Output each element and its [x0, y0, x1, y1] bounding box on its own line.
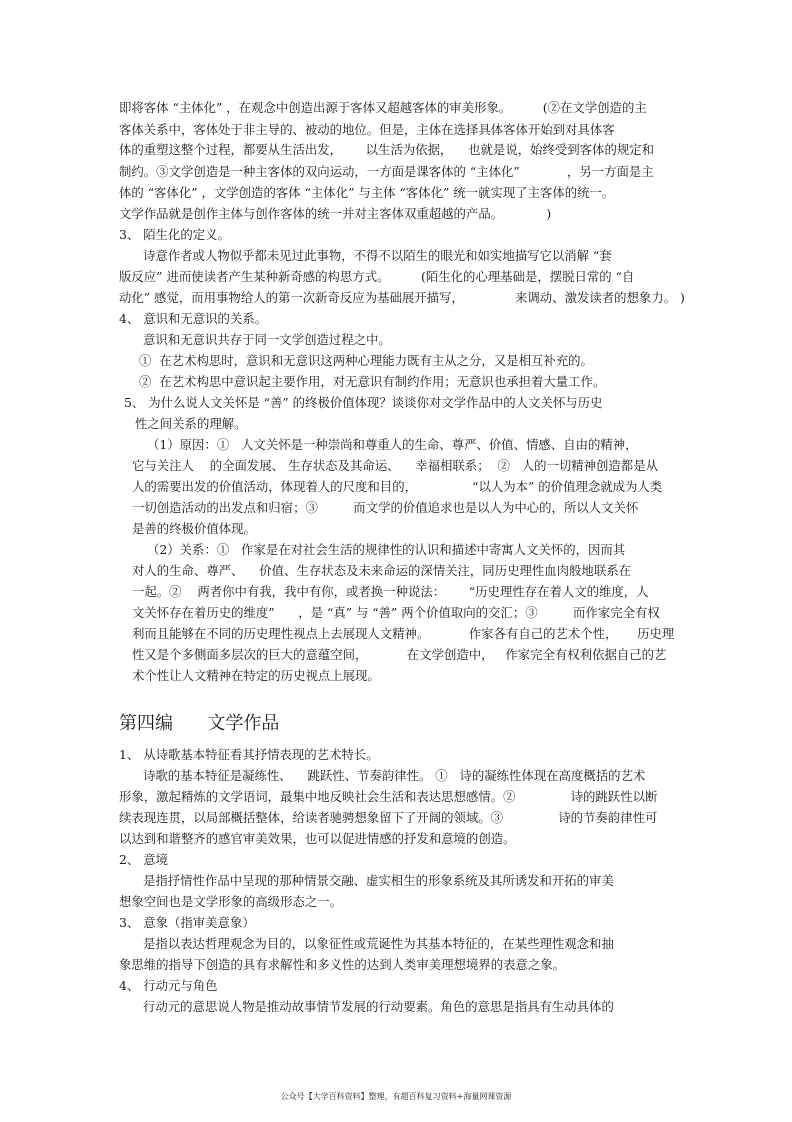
text-line: 文学作品就是创作主体与创作客体的统一并对主客体双重超越的产品。 )	[119, 206, 552, 221]
page-footer: 公众号【大学百科资料】整理，有超百科复习资料+海量网课资源	[280, 1092, 512, 1101]
text-line: ① 在艺术构思时，意识和无意识这两种心理能力既有主从之分，又是相互补充的。	[139, 353, 593, 368]
text-line: 续表现连贯，以局部概括整体，给读者驰骋想象留下了开阔的领域。③ 诗的节奏韵律性可	[119, 810, 658, 825]
text-line: 动化” 感觉，而用事物给人的第一次新奇反应为基础展开描写， 来调动、激发读者的想象力。 )	[119, 290, 685, 305]
text-line: 制约。③文学创造是一种主客体的双向运动，一方面是课客体的 “主体化” ，另一方面是主	[119, 164, 654, 179]
text-line: 是指以表达哲理观念为目的，以象征性或荒诞性为其基本特征的，在某些理性观念和抽	[143, 936, 614, 951]
text-line: 性之间关系的理解。	[135, 416, 247, 431]
text-line: 版反应” 进而使读者产生某种新奇感的构思方式。 (陌生化的心理基础是，摆脱日常的 “自	[119, 269, 635, 284]
text-line: 是善的终极价值体现。	[132, 521, 256, 536]
numbered-heading: 2、 意境	[119, 852, 168, 867]
text-line: 术个性让人文精神在特定的历史视点上展现。	[132, 668, 380, 683]
text-line: 象思维的指导下创造的具有求解性和多义性的达到人类审美理想境界的表意之象。	[119, 957, 566, 972]
numbered-heading: 3、 陌生化的定义。	[119, 227, 230, 242]
section-heading: 第四编 文学作品	[119, 713, 280, 734]
numbered-heading: 1、 从诗歌基本特征看其抒情表现的艺术特长。	[119, 747, 379, 762]
numbered-heading: 4、 意识和无意识的关系。	[119, 311, 268, 326]
text-line: 它与关注人 的全面发展、 生存状态及其命运、 幸福相联系； ② 人的一切精神创造都是从	[132, 458, 658, 473]
text-line: 对人的生命、尊严、 价值、生存状态及未来命运的深情关注，同历史理性血肉般地联系在	[132, 563, 631, 578]
numbered-heading: 5、 为什么说人文关怀是 “善” 的终极价值体现？谈谈你对文学作品中的人文关怀与历史	[124, 395, 603, 410]
text-line: 诗意作者或人物似乎都未见过此事物，不得不以陌生的眼光和如实地描写它以消解 “套	[143, 248, 612, 263]
text-line: 体的 “客体化” ，文学创造的客体 “主体化” 与主体 “客体化” 统一就实现了主客体的统一。	[119, 185, 615, 200]
text-line: 以达到和谐整齐的感官审美效果，也可以促进情感的抒发和意境的创造。	[119, 831, 516, 846]
text-line: 人的需要出发的价值活动，体现着人的尺度和目的， “以人为本” 的价值理念就成为人类	[132, 479, 663, 494]
numbered-heading: 3、 意象（指审美意象）	[119, 915, 255, 930]
text-line: 是指抒情性作品中呈现的那种情景交融、虚实相生的形象系统及其所诱发和开拓的审美	[143, 873, 614, 888]
text-line: 想象空间也是文学形象的高级形态之一。	[119, 894, 343, 909]
text-line: （1）原因：① 人文关怀是一种崇尚和尊重人的生命、尊严、价值、情感、自由的精神，	[147, 437, 638, 452]
text-line: 行动元的意思说人物是推动故事情节发展的行动要素。角色的意思是指具有生动具体的	[143, 999, 614, 1014]
text-line: 利而且能够在不同的历史理性视点上去展现人文精神。 作家各有自己的艺术个性， 历史理	[132, 626, 675, 641]
text-line: 体的重塑这整个过程，都要从生活出发， 以生活为依据， 也就是说，始终受到客体的规定和	[119, 142, 655, 157]
text-line: 文关怀存在着历史的维度” ，是 “真” 与 “善” 两个价值取向的交汇；③ 而作家完全有权	[132, 605, 660, 620]
text-line: 诗歌的基本特征是凝练性、 跳跃性、节奏韵律性。 ① 诗的凝练性体现在高度概括的艺术	[143, 768, 646, 783]
text-line: 一切创造活动的出发点和归宿；③ 而文学的价值追求也是以人为中心的，所以人文关怀	[132, 500, 639, 515]
text-line: （2）关系：① 作家是在对社会生活的规律性的认识和描述中寄寓人文关怀的，因而其	[147, 542, 626, 557]
text-line: 即将客体 “主体化” ，在观念中创造出源于客体又超越客体的审美形象。 (②在文学创造的主	[119, 100, 647, 115]
text-line: 性又是个多侧面多层次的巨大的意蕴空间， 在文学创造中， 作家完全有权利依据自己的艺	[132, 647, 667, 662]
text-line: 意识和无意识共存于同一文学创造过程之中。	[143, 332, 391, 347]
text-line: ② 在艺术构思中意识起主要作用，对无意识有制约作用；无意识也承担着大量工作。	[139, 374, 606, 389]
numbered-heading: 4、 行动元与角色	[119, 978, 218, 993]
text-line: 客体关系中，客体处于非主导的、被动的地位。但是，主体在选择具体客体开始到对具体客	[119, 122, 615, 137]
text-line: 形象，激起精炼的文学语词，最集中地反映社会生活和表达思想感情。② 诗的跳跃性以断	[119, 789, 658, 804]
text-line: 一起。② 两者你中有我，我中有你，或者换一种说法： “历史理性存在着人文的维度，人	[132, 584, 649, 599]
